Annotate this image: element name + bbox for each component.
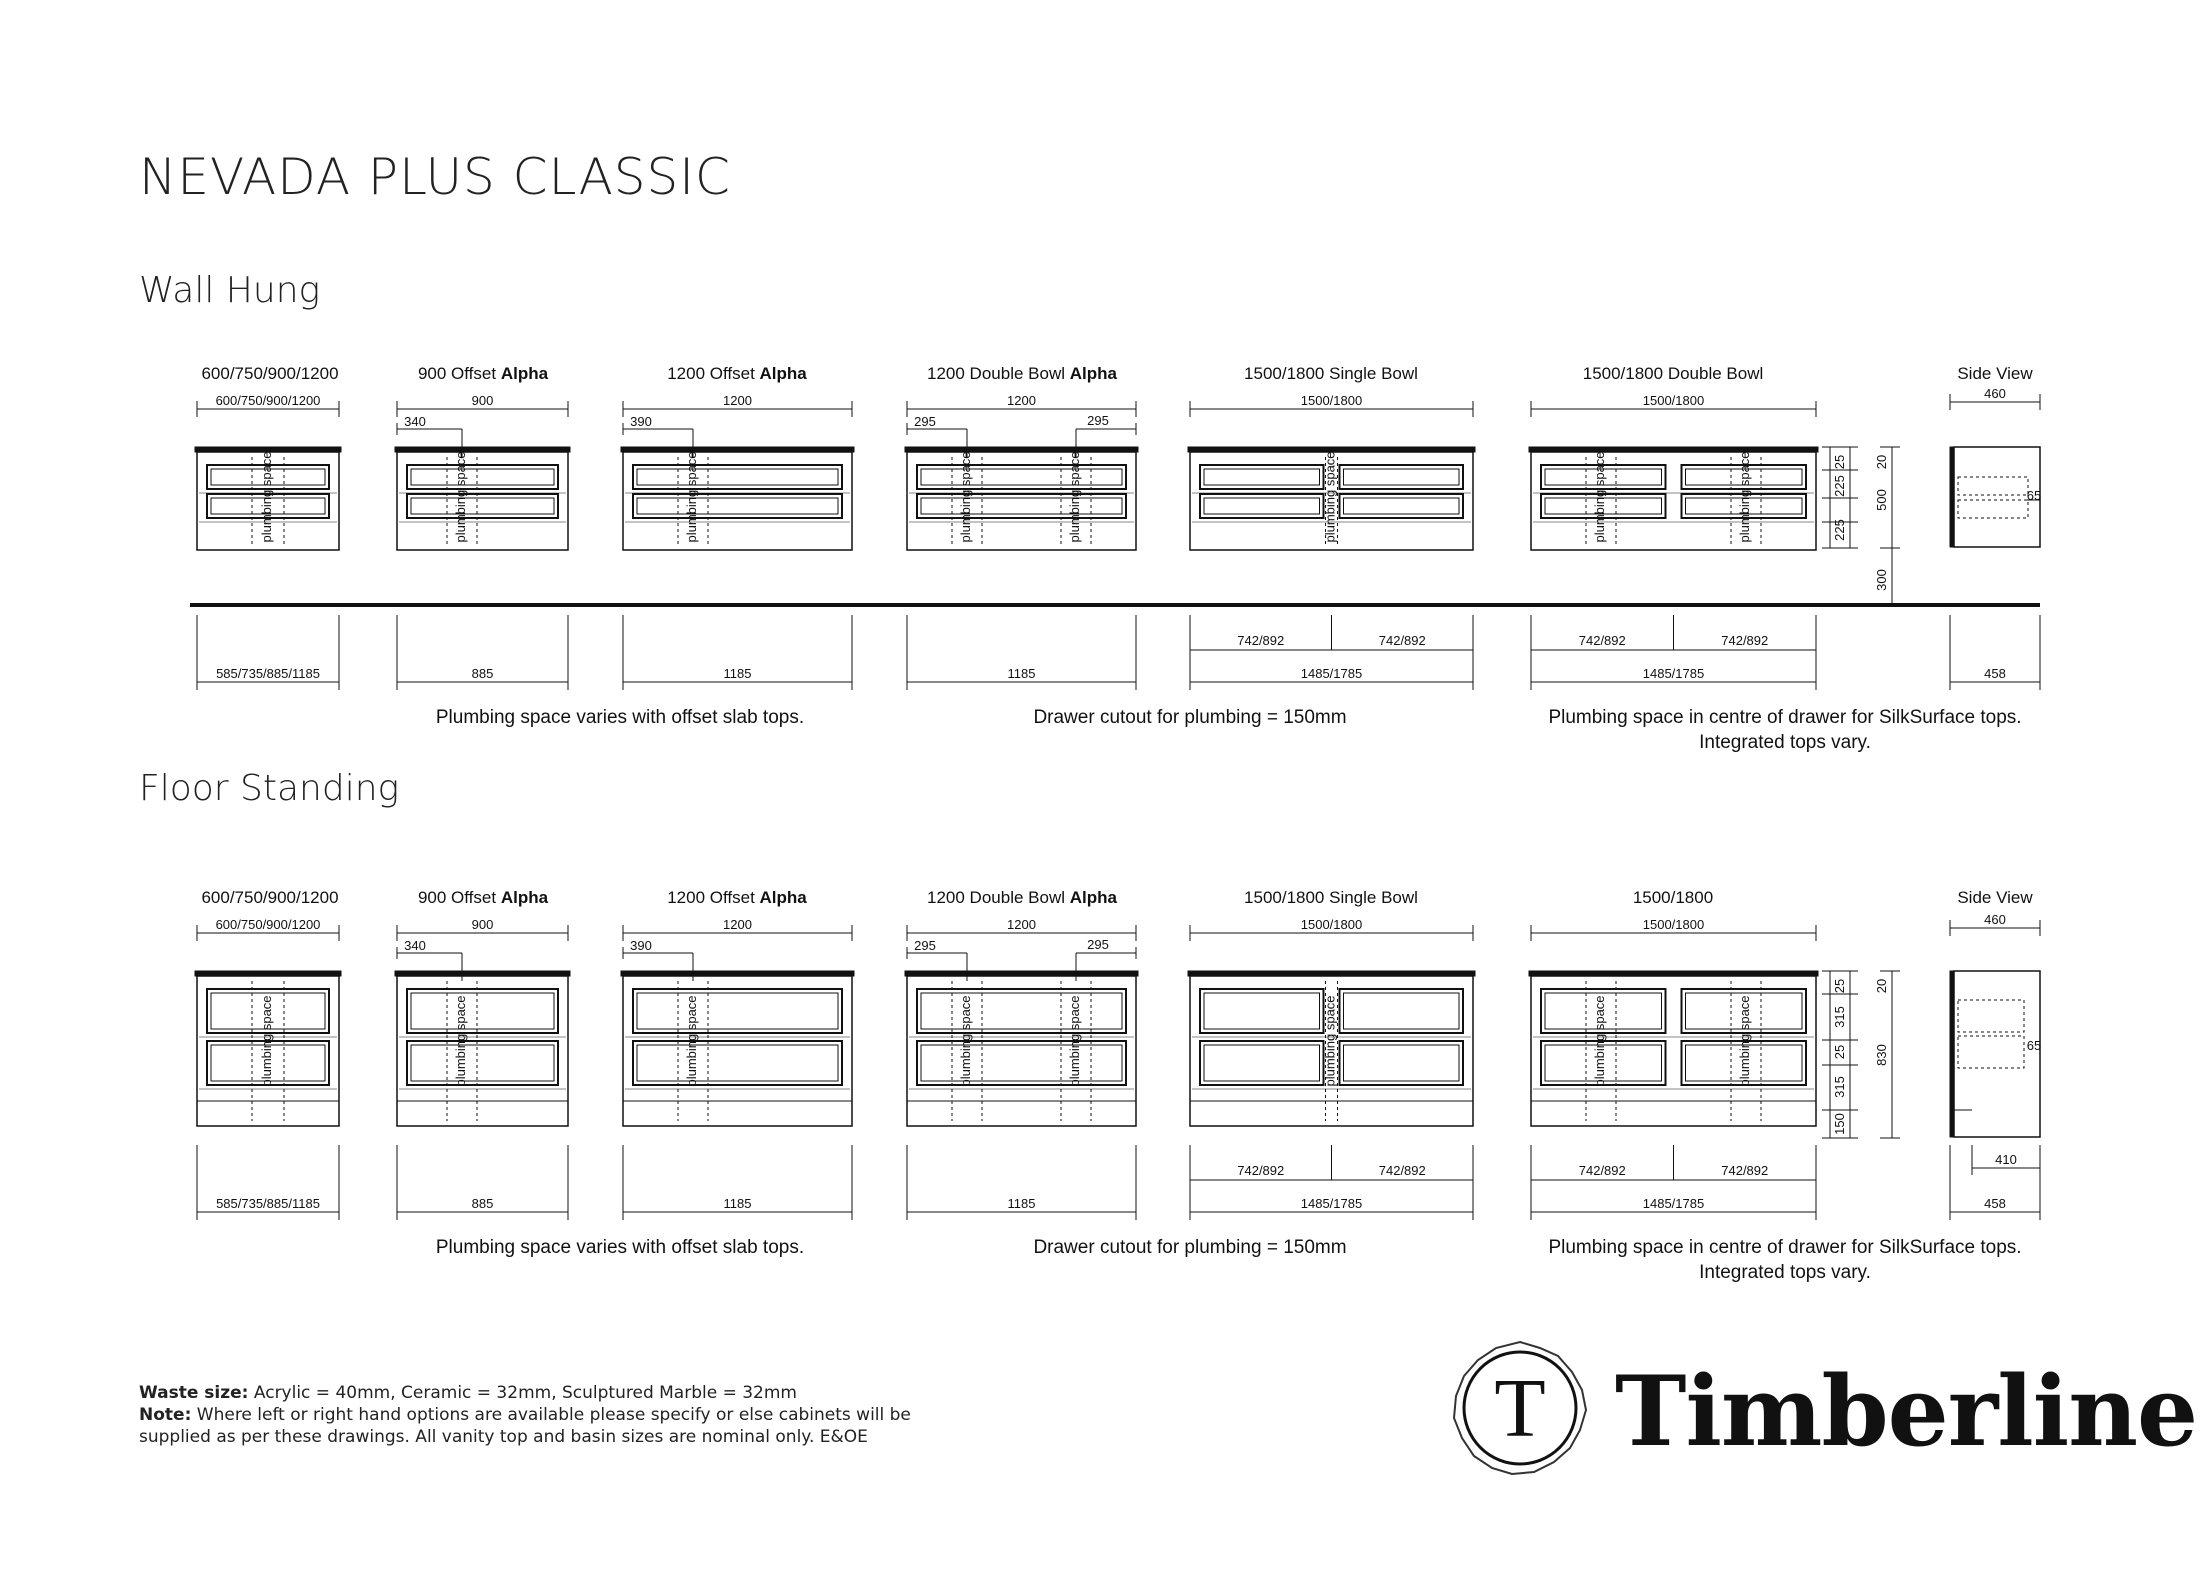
plumbing-space-label: plumbing space [1737,995,1752,1087]
waste-label: Waste size: [139,1383,249,1403]
plumbing-space-label: plumbing space [453,995,468,1087]
floor-bottom-dim-1: 885 [471,1196,494,1211]
wall-side-top-dim: 460 [1984,386,2006,401]
floor-height-315b: 315 [1832,1076,1847,1098]
floor-top-dim-1: 900 [471,917,494,932]
plumbing-space-label: plumbing space [259,995,274,1087]
wall-bottom-dim-2: 1185 [723,666,752,681]
floor-bottom-dim-3: 1185 [1007,1196,1036,1211]
drawer-panel [411,469,554,485]
floor-label-4: 1500/1800 Single Bowl [1244,888,1418,907]
floor-offset-dim-2: 390 [630,938,652,953]
drawer-panel [1204,469,1320,485]
floor-note-offset: Plumbing space varies with offset slab tops. [435,1237,805,1258]
floor-offset-dim-1: 340 [404,938,426,953]
drawer-front [407,989,558,1033]
wall-height-25: 25 [1832,454,1847,470]
drawer-panel [1204,498,1320,514]
floor-side-top-dim: 460 [1984,912,2006,927]
floor-top-dim-0: 600/750/900/1200 [215,917,321,932]
floor-label-0: 600/750/900/1200 [201,888,339,907]
floor-bottom-dim-2: 1185 [723,1196,752,1211]
wall-bottom-dim-4: 1485/1785 [1300,666,1363,681]
drawer-panel [1344,498,1460,514]
floor-top-dim-2: 1200 [723,917,752,932]
note-label: Note: [139,1405,192,1425]
floor-height-315: 315 [1832,1006,1847,1028]
footer-notes [139,1382,911,1448]
plumbing-space-label: plumbing space [1592,995,1607,1087]
floor-height-830: 830 [1874,1044,1889,1066]
wall-bottom-dim-1: 885 [471,666,494,681]
plumbing-space-label: plumbing space [1737,451,1752,543]
brand-name: Timberline [1615,1355,2198,1468]
wall-hung-heading: Wall Hung [139,270,321,311]
floor-top-dim-4: 1500/1800 [1300,917,1363,932]
side-view-drawer-dashed [1958,500,2028,518]
floor-label-2: 1200 Offset Alpha [667,888,807,907]
wall-half-dim-a-4: 742/892 [1237,633,1285,648]
drawer-front [1340,989,1464,1033]
drawer-panel [1204,1045,1320,1081]
drawer-panel [637,993,838,1029]
wall-note-offset: Plumbing space varies with offset slab tops. [435,707,805,728]
plumbing-space-label: plumbing space [1322,995,1338,1087]
wall-half-dim-b-5: 742/892 [1721,633,1769,648]
drawer-panel [411,993,554,1029]
floor-half-dim-b-5: 742/892 [1721,1163,1769,1178]
wall-bottom-dim-0: 585/735/885/1185 [216,666,320,681]
floor-standing-heading: Floor Standing [139,768,400,809]
cabinet-body [1531,452,1816,550]
wall-label-1: 900 Offset Alpha [417,364,549,383]
floor-height-25: 25 [1832,978,1847,994]
floor-offset-right-3: 295 [1087,937,1109,952]
drawer-panel [921,469,1122,485]
side-view-drawer-dashed [1958,1036,2024,1068]
cabinet-body [907,452,1136,550]
side-view-drawer-dashed [1958,477,2028,495]
plumbing-space-label: plumbing space [1322,451,1338,543]
wall-height-225b: 225 [1832,519,1847,541]
cabinet-body [907,976,1136,1126]
plumbing-space-label: plumbing space [1592,451,1607,543]
cabinet-body [1531,976,1816,1126]
plumbing-space-label: plumbing space [958,995,973,1087]
svg-text:T: T [1494,1362,1546,1455]
cabinet-body [397,976,568,1126]
floor-offset-left-3: 295 [914,938,936,953]
floor-height-150: 150 [1832,1113,1847,1135]
drawer-front [633,1041,842,1085]
floor-side-410-dim: 410 [1995,1152,2017,1167]
floor-note-cutout: Drawer cutout for plumbing = 150mm [1033,1237,1347,1258]
note-text: Where left or right hand options are available please specify or else cabinets will be [191,1405,911,1425]
plumbing-space-label: plumbing space [1067,451,1082,543]
drawer-front [1200,1041,1324,1085]
drawer-front [1340,1041,1464,1085]
floor-side-65-dim: 65 [2026,1038,2042,1053]
drawer-panel [637,498,838,514]
wall-offset-right-3: 295 [1087,413,1109,428]
floor-half-dim-a-5: 742/892 [1578,1163,1626,1178]
floor-label-1: 900 Offset Alpha [417,888,549,907]
drawer-front [407,1041,558,1085]
drawer-front [917,1041,1126,1085]
plumbing-space-label: plumbing space [259,451,274,543]
wall-label-2: 1200 Offset Alpha [667,364,807,383]
wall-bottom-dim-5: 1485/1785 [1642,666,1705,681]
wall-offset-dim-1: 340 [404,414,426,429]
floor-note-silksurface: Plumbing space in centre of drawer for SilkSurface tops. [1548,1237,2022,1258]
drawer-panel [637,469,838,485]
wall-top-dim-1: 900 [471,393,494,408]
floor-half-dim-a-4: 742/892 [1237,1163,1285,1178]
floor-bottom-dim-4: 1485/1785 [1300,1196,1363,1211]
wall-half-dim-a-5: 742/892 [1578,633,1626,648]
floor-label-5: 1500/1800 [1632,888,1714,907]
plumbing-space-label: plumbing space [958,451,973,543]
floor-label-6: Side View [1957,888,2033,907]
cabinet-body [623,452,852,550]
wall-offset-left-3: 295 [914,414,936,429]
side-view-body [1954,971,2040,1137]
waste-text: Acrylic = 40mm, Ceramic = 32mm, Sculptured Marble = 32mm [248,1383,797,1403]
drawer-front [633,989,842,1033]
side-view-drawer-dashed [1958,1000,2024,1032]
drawer-panel [411,1045,554,1081]
drawer-panel [921,498,1122,514]
floor-half-dim-b-4: 742/892 [1378,1163,1426,1178]
wall-side-bottom-dim: 458 [1984,666,2006,681]
drawer-panel [411,498,554,514]
wall-top-dim-5: 1500/1800 [1642,393,1705,408]
wall-height-300: 300 [1874,569,1889,591]
timberline-logo-icon [1450,1338,1590,1478]
note-text-2: supplied as per these drawings. All vanity top and basin sizes are nominal only. E&OE [139,1427,868,1447]
wall-offset-dim-2: 390 [630,414,652,429]
wall-note-cutout: Drawer cutout for plumbing = 150mm [1033,707,1347,728]
page-title: NEVADA PLUS CLASSIC [139,148,731,206]
drawer-front [917,989,1126,1033]
drawer-panel [1204,993,1320,1029]
floor-top-dim-3: 1200 [1007,917,1036,932]
plumbing-space-label: plumbing space [453,451,468,543]
wall-label-5: 1500/1800 Double Bowl [1582,364,1764,383]
drawer-panel [1344,1045,1460,1081]
plumbing-space-label: plumbing space [684,451,699,543]
floor-side-bottom-dim: 458 [1984,1196,2006,1211]
drawer-panel [1344,469,1460,485]
floor-height-20: 20 [1874,978,1889,994]
wall-label-3: 1200 Double Bowl Alpha [927,364,1117,383]
drawer-panel [1344,993,1460,1029]
wall-top-dim-2: 1200 [723,393,752,408]
wall-label-0: 600/750/900/1200 [201,364,339,383]
plumbing-space-label: plumbing space [1067,995,1082,1087]
floor-top-dim-5: 1500/1800 [1642,917,1705,932]
drawer-panel [921,1045,1122,1081]
wall-top-dim-3: 1200 [1007,393,1036,408]
wall-height-500: 500 [1874,489,1889,511]
wall-label-6: Side View [1957,364,2033,383]
wall-side-65-dim: 65 [2026,488,2042,503]
floor-height-25b: 25 [1832,1044,1847,1060]
wall-half-dim-b-4: 742/892 [1378,633,1426,648]
cabinet-body [623,976,852,1126]
cabinet-body [397,452,568,550]
drawer-front [1200,989,1324,1033]
wall-note-integrated: Integrated tops vary. [1699,732,1871,753]
wall-height-225: 225 [1832,475,1847,497]
floor-bottom-dim-5: 1485/1785 [1642,1196,1705,1211]
wall-bottom-dim-3: 1185 [1007,666,1036,681]
wall-top-dim-4: 1500/1800 [1300,393,1363,408]
floor-label-3: 1200 Double Bowl Alpha [927,888,1117,907]
wall-height-20: 20 [1874,454,1889,470]
wall-note-silksurface: Plumbing space in centre of drawer for SilkSurface tops. [1548,707,2022,728]
floor-bottom-dim-0: 585/735/885/1185 [216,1196,320,1211]
drawer-panel [921,993,1122,1029]
plumbing-space-label: plumbing space [684,995,699,1087]
drawer-panel [637,1045,838,1081]
floor-note-integrated: Integrated tops vary. [1699,1262,1871,1283]
wall-top-dim-0: 600/750/900/1200 [215,393,321,408]
wall-label-4: 1500/1800 Single Bowl [1244,364,1418,383]
